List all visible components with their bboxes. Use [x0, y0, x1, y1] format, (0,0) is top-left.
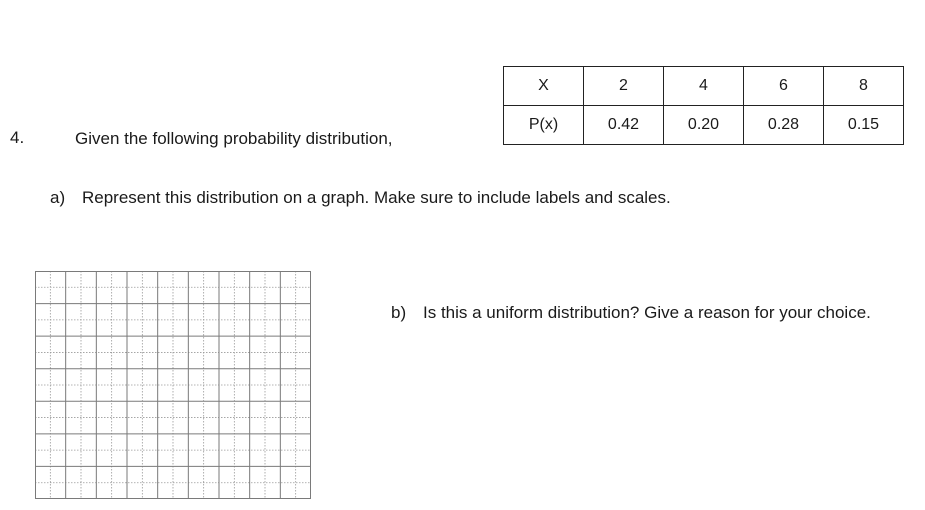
probability-table [503, 66, 904, 145]
part-a [50, 188, 671, 208]
part-b [391, 300, 893, 326]
graph-paper-grid[interactable] [35, 271, 311, 499]
grid-svg [35, 271, 311, 499]
p-value-cell: 0.20 [664, 106, 744, 145]
p-value-cell: 0.42 [584, 106, 664, 145]
x-value-cell: 2 [584, 67, 664, 106]
x-value-cell: 8 [824, 67, 904, 106]
part-a-label: a) [50, 188, 66, 207]
p-header-cell: P(x) [504, 106, 584, 145]
p-value-cell: 0.15 [824, 106, 904, 145]
part-a-text: Represent this distribution on a graph. Make sure to include labels and scales. [82, 188, 671, 207]
x-value-cell: 4 [664, 67, 744, 106]
table-row-p [504, 106, 904, 145]
p-value-cell: 0.28 [744, 106, 824, 145]
question-number: 4. [10, 128, 25, 147]
table-row-x [504, 67, 904, 106]
part-b-label: b) [391, 303, 407, 322]
x-value-cell: 6 [744, 67, 824, 106]
x-header-cell: X [504, 67, 584, 106]
question-stem: Given the following probability distribution, [75, 129, 393, 148]
part-b-text: Is this a uniform distribution? Give a reason for your choice. [423, 303, 871, 322]
